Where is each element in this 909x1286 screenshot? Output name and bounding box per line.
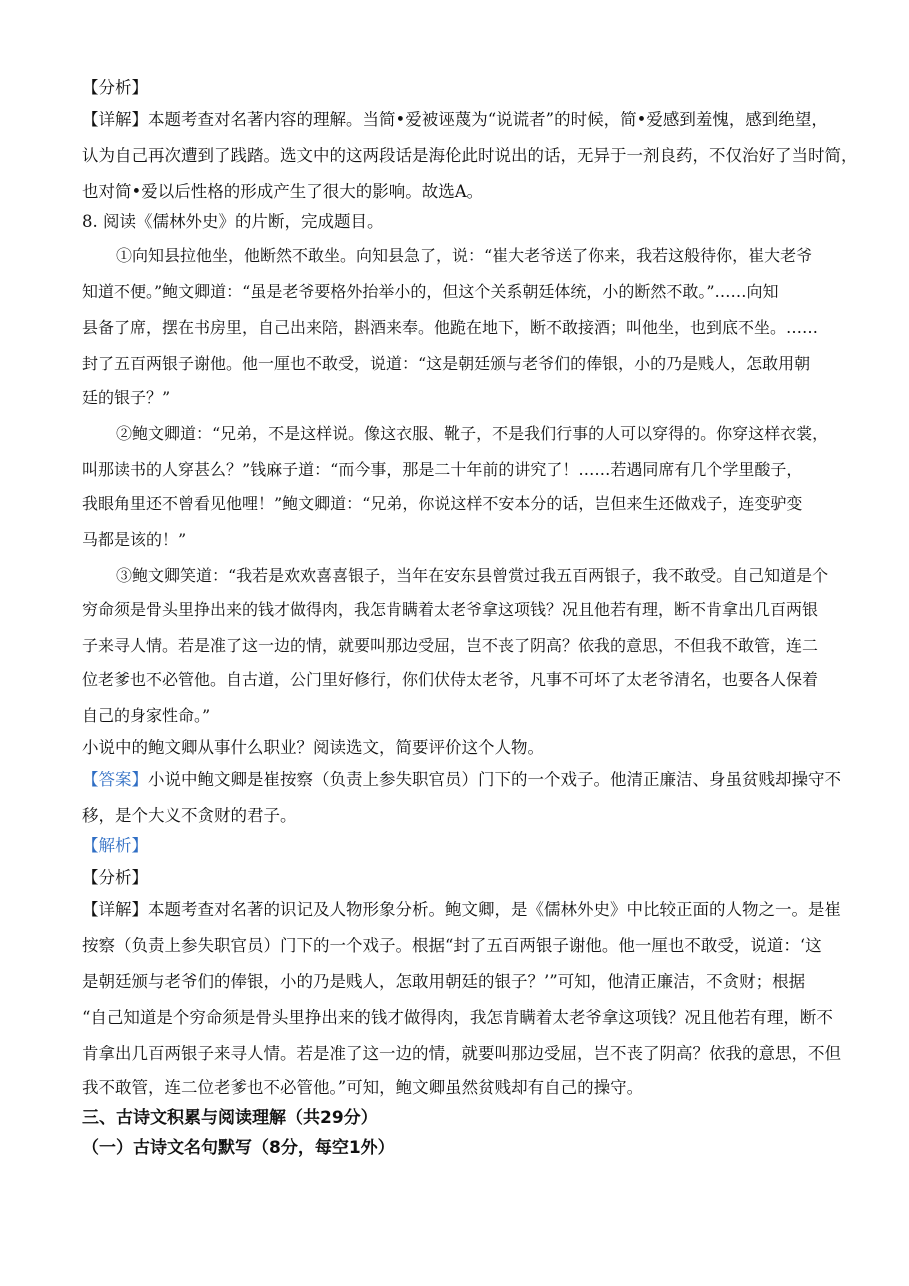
excerpt-2-line-3: 我眼角里还不曾看见他哩！”鲍文卿道：“兄弟，你说这样不安本分的话，岂但来生还做戏子，连变驴变	[82, 494, 803, 513]
section-3-heading: 三、古诗文积累与阅读理解（共29分）	[82, 1108, 378, 1128]
excerpt-2-line-2: 叫那读书的人穿甚么？”钱麻子道：“而今事，那是二十年前的讲究了！……若遇同席有几个学里酸子，	[82, 460, 803, 479]
answer-line-2: 移，是个大义不贪财的君子。	[82, 806, 297, 825]
answer-tag: 【答案】	[82, 770, 148, 789]
excerpt-1-line-2: 知道不便。”鲍文卿道：“虽是老爷要格外抬举小的，但这个关系朝廷体统，小的断然不敢。”……向知	[82, 282, 779, 301]
excerpt-1-line-3: 县备了席，摆在书房里，自己出来陪，斟酒来奉。他跪在地下，断不敢接酒；叫他坐，也到底不坐。……	[82, 318, 819, 337]
analysis-heading-1: 【分析】	[82, 78, 148, 97]
detail2-line-4: “自己知道是个穷命须是骨头里挣出来的钱才做得肉，我怎肯瞒着太老爷拿这项钱？况且他若有理，断不	[82, 1008, 833, 1027]
excerpt-3-line-4: 位老爹也不必管他。自古道，公门里好修行，你们伏侍太老爷，凡事不可坏了太老爷清名，也要各人保着	[82, 670, 819, 689]
answer-line-1	[82, 770, 841, 790]
excerpt-3-line-1: ③鲍文卿笑道：“我若是欢欢喜喜银子，当年在安东县曾赏过我五百两银子，我不敢受。自己知道是个	[116, 566, 829, 585]
excerpt-2-line-1: ②鲍文卿道：“兄弟，不是这样说。像这衣服、靴子，不是我们行事的人可以穿得的。你穿这样衣裳，	[116, 424, 829, 443]
detail-line-3: 也对简•爱以后性格的形成产生了很大的影响。故选A。	[82, 182, 484, 201]
detail2-line-1: 【详解】本题考查对名著的识记及人物形象分析。鲍文卿，是《儒林外史》中比较正面的人物之一。是崔	[82, 900, 841, 919]
answer-text: 小说中鲍文卿是崔按察（负责上参失职官员）门下的一个戏子。他清正廉洁、身虽贫贱却操守不	[148, 770, 841, 789]
detail2-line-3: 是朝廷颁与老爷们的俸银，小的乃是贱人，怎敢用朝廷的银子？’”可知，他清正廉洁，不贪财；根据	[82, 972, 806, 991]
excerpt-1-line-1: ①向知县拉他坐，他断然不敢坐。向知县急了，说：“崔大老爷送了你来，我若这般待你，崔大老爷	[116, 246, 813, 265]
question-prompt: 小说中的鲍文卿从事什么职业？阅读选文，简要评价这个人物。	[82, 738, 544, 757]
analysis-heading-2: 【分析】	[82, 868, 148, 887]
excerpt-1-line-5: 廷的银子？”	[82, 388, 171, 407]
detail2-line-5: 肯拿出几百两银子来寻人情。若是准了这一边的情，就要叫那边受屈，岂不丧了阴高？依我的意思，不但	[82, 1044, 841, 1063]
excerpt-1-line-4: 封了五百两银子谢他。他一厘也不敢受，说道：“这是朝廷颁与老爷们的俸银，小的乃是贱人，怎敢用朝	[82, 354, 811, 373]
explanation-tag: 【解析】	[82, 836, 148, 855]
explanation-line	[82, 836, 148, 856]
excerpt-3-line-3: 子来寻人情。若是准了这一边的情，就要叫那边受屈，岂不丧了阴高？依我的意思，不但我不敢管，连二	[82, 636, 819, 655]
excerpt-2-line-4: 马都是该的！”	[82, 530, 187, 549]
subsection-1-heading: （一）古诗文名句默写（8分，每空1外）	[82, 1138, 395, 1158]
detail-line-2: 认为自己再次遭到了践踏。选文中的这两段话是海伦此时说出的话，无异于一剂良药，不仅治好了当时简，	[82, 146, 858, 165]
detail-line-1: 【详解】本题考查对名著内容的理解。当简•爱被诬蔑为“说谎者”的时候，简•爱感到羞愧，感到绝望，	[82, 110, 828, 129]
excerpt-3-line-2: 穷命须是骨头里挣出来的钱才做得肉，我怎肯瞒着太老爷拿这项钱？况且他若有理，断不肯拿出几百两银	[82, 600, 819, 619]
detail2-line-6: 我不敢管，连二位老爹也不必管他。”可知，鲍文卿虽然贫贱却有自己的操守。	[82, 1078, 644, 1097]
excerpt-3-line-5: 自己的身家性命。”	[82, 706, 211, 725]
detail2-line-2: 按察（负责上参失职官员）门下的一个戏子。根据“封了五百两银子谢他。他一厘也不敢受，说道：‘这	[82, 936, 822, 955]
question-8-title: 8. 阅读《儒林外史》的片断，完成题目。	[82, 212, 384, 231]
